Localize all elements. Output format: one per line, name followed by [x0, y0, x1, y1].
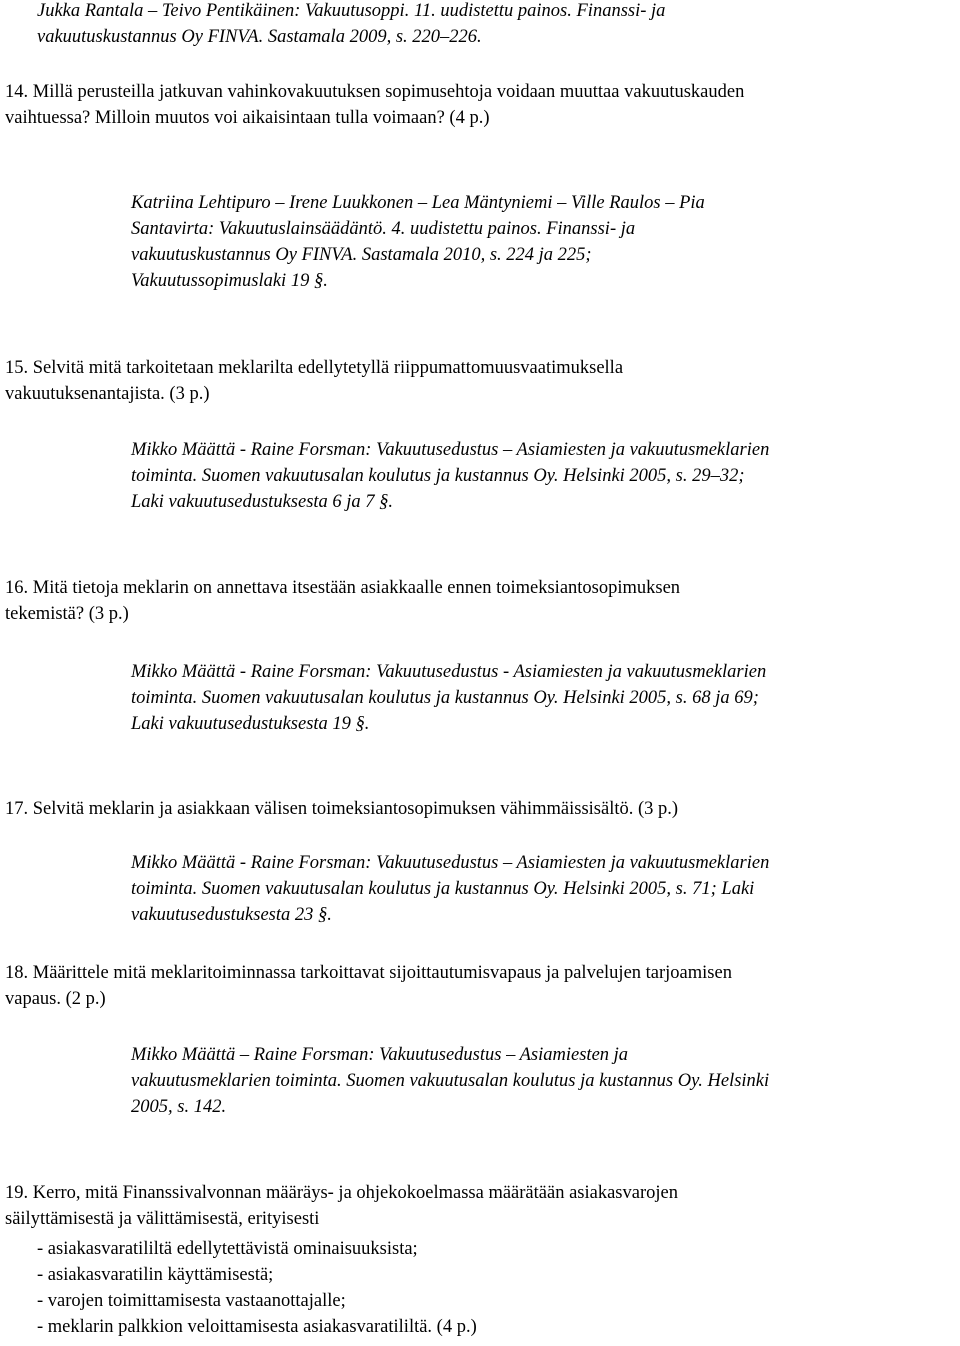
reference-15: Mikko Määttä - Raine Forsman: Vakuutusedustus – Asiamiesten ja vakuutusmeklarien toiminta. Suomen vakuutusalan koulutus ja kustannus Oy. Helsinki 2005, s. 29–32; Laki vakuutusedustuksesta 6 ja 7 §.	[131, 440, 770, 512]
question-18: 18. Määrittele mitä meklaritoiminnassa tarkoittavat sijoittautumisvapaus ja palvelujen tarjoamisen vapaus. (2 p.)	[5, 963, 732, 1009]
question-19: 19. Kerro, mitä Finanssivalvonnan määräys- ja ohjekokoelmassa määrätään asiakasvarojen säilyttämisestä ja välittämisestä, erityisesti	[5, 1183, 678, 1229]
list-item: - asiakasvaratililtä edellytettävistä ominaisuuksista;	[37, 1239, 418, 1259]
intro-reference: Jukka Rantala – Teivo Pentikäinen: Vakuutusoppi. 11. uudistettu painos. Finanssi- ja vakuutuskustannus Oy FINVA. Sastamala 2009, s. 220–226.	[37, 1, 666, 47]
question-16: 16. Mitä tietoja meklarin on annettava itsestään asiakkaalle ennen toimeksiantosopimuksen tekemistä? (3 p.)	[5, 578, 681, 624]
question-15: 15. Selvitä mitä tarkoitetaan meklarilta edellytetyllä riippumattomuusvaatimuksella vakuutuksenantajista. (3 p.)	[5, 358, 624, 404]
list-item: - asiakasvaratilin käyttämisestä;	[37, 1265, 274, 1285]
list-item: - varojen toimittamisesta vastaanottajalle;	[37, 1291, 346, 1311]
list-item: - meklarin palkkion veloittamisesta asiakasvaratililtä. (4 p.)	[37, 1317, 477, 1337]
question-14: 14. Millä perusteilla jatkuvan vahinkovakuutuksen sopimusehtoja voidaan muuttaa vakuutuskauden vaihtuessa? Milloin muutos voi aikaisintaan tulla voimaan? (4 p.)	[5, 82, 745, 128]
reference-18: Mikko Määttä – Raine Forsman: Vakuutusedustus – Asiamiesten ja vakuutusmeklarien toiminta. Suomen vakuutusalan koulutus ja kustannus Oy. Helsinki 2005, s. 142.	[131, 1045, 770, 1117]
question-19-list	[5, 1236, 477, 1340]
reference-14: Katriina Lehtipuro – Irene Luukkonen – Lea Mäntyniemi – Ville Raulos – Pia Santavirta: Vakuutuslainsäädäntö. 4. uudistettu painos. Finanssi- ja vakuutuskustannus Oy FINVA. Sastamala 2010, s. 224 ja 225; Vakuutussopimuslaki 19 §.	[131, 193, 705, 291]
reference-16: Mikko Määttä - Raine Forsman: Vakuutusedustus - Asiamiesten ja vakuutusmeklarien toiminta. Suomen vakuutusalan koulutus ja kustannus Oy. Helsinki 2005, s. 68 ja 69; Laki vakuutusedustuksesta 19 §.	[131, 662, 767, 734]
question-17: 17. Selvitä meklarin ja asiakkaan välisen toimeksiantosopimuksen vähimmäissisältö. (3 p.)	[5, 799, 679, 819]
reference-17: Mikko Määttä - Raine Forsman: Vakuutusedustus – Asiamiesten ja vakuutusmeklarien toiminta. Suomen vakuutusalan koulutus ja kustannus Oy. Helsinki 2005, s. 71; Laki vakuutusedustuksesta 23 §.	[131, 853, 770, 925]
